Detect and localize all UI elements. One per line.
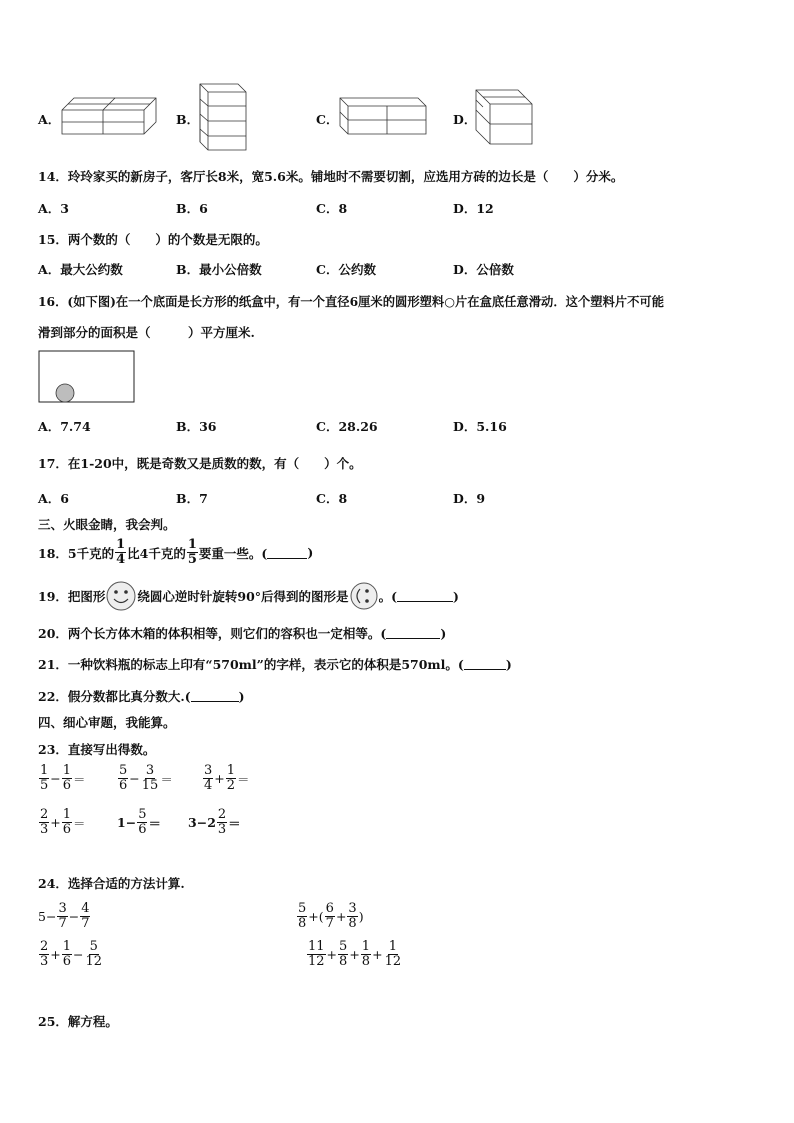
equals: ＝ xyxy=(160,771,173,787)
plus: + xyxy=(308,909,319,924)
q23-expr-3 xyxy=(202,764,250,793)
num: 5 xyxy=(119,763,128,778)
q16-box-figure xyxy=(38,350,136,404)
den: 2 xyxy=(226,778,236,793)
den: 3 xyxy=(40,954,49,969)
rotated-smiley-icon xyxy=(349,581,379,611)
q15-option-a[interactable]: A．最大公约数 xyxy=(38,262,123,277)
q23-expr-4 xyxy=(38,808,86,837)
plus: + xyxy=(50,947,61,962)
section-4-heading: 四、细心审题，我能算。 xyxy=(38,715,176,730)
q24-expr-4 xyxy=(306,940,403,969)
q18-part-c: 要重一些。( xyxy=(198,545,268,561)
left-paren: ( xyxy=(318,909,324,924)
q19-answer-blank[interactable] xyxy=(397,590,453,602)
q13-figure-d xyxy=(474,88,536,146)
minus: − xyxy=(45,909,57,924)
q23-text: 23．直接写出得数。 xyxy=(38,742,156,757)
num: 5 xyxy=(89,939,98,954)
equals: ＝ xyxy=(73,815,86,831)
right-paren: ) xyxy=(358,909,364,924)
num: 1 xyxy=(226,763,236,778)
q15-option-b[interactable]: B．最小公倍数 xyxy=(176,262,262,277)
operand: 1 xyxy=(117,815,126,830)
num: 1 xyxy=(62,939,72,954)
num: 3 xyxy=(348,901,357,916)
den: 8 xyxy=(298,916,307,931)
q16-option-d[interactable]: D．5.16 xyxy=(453,419,507,434)
minus: − xyxy=(68,909,80,924)
operand: 3 xyxy=(188,815,197,830)
q22-part-b: ) xyxy=(238,688,245,704)
q25-text: 25．解方程。 xyxy=(38,1014,118,1029)
q14-option-a[interactable]: A．3 xyxy=(38,201,69,216)
num: 11 xyxy=(308,939,325,954)
den: 6 xyxy=(62,778,72,793)
q13-option-c[interactable]: C． xyxy=(316,112,339,127)
num: 3 xyxy=(58,901,67,916)
q17-option-b[interactable]: B．7 xyxy=(176,491,208,506)
den: 15 xyxy=(141,778,159,793)
q18 xyxy=(38,538,313,567)
q23-expr-2 xyxy=(117,764,173,793)
num: 1 xyxy=(62,763,72,778)
q18-part-a: 18．5千克的 xyxy=(38,545,115,561)
plastic-disc xyxy=(56,384,74,402)
den: 12 xyxy=(308,954,325,969)
den: 7 xyxy=(81,916,90,931)
q22 xyxy=(38,687,245,705)
whole-part: 2 xyxy=(207,815,216,830)
q18-answer-blank[interactable] xyxy=(267,547,307,559)
den: 4 xyxy=(116,552,126,567)
plus: + xyxy=(372,947,383,962)
num: 1 xyxy=(62,807,72,822)
q17-text: 17．在1-20中，既是奇数又是质数的数，有（ ）个。 xyxy=(38,456,362,471)
q13-figure-a xyxy=(60,96,160,138)
q20-part-b: ) xyxy=(440,625,447,641)
q24-expr-1 xyxy=(38,902,91,931)
smiley-face-icon xyxy=(105,580,137,612)
num: 4 xyxy=(81,901,90,916)
q13-option-a[interactable]: A． xyxy=(38,112,61,127)
q15-text: 15．两个数的（ ）的个数是无限的。 xyxy=(38,232,268,247)
num: 6 xyxy=(325,901,334,916)
den: 12 xyxy=(85,954,103,969)
q16-text-line1: 16．(如下图)在一个底面是长方形的纸盒中，有一个直径6厘米的圆形塑料○片在盒底任意滑动．这个塑料片不可能 xyxy=(38,294,664,309)
plus: + xyxy=(50,815,61,830)
num: 5 xyxy=(339,939,348,954)
q16-option-c[interactable]: C．28.26 xyxy=(316,419,378,434)
plus: + xyxy=(349,947,360,962)
den: 8 xyxy=(339,954,348,969)
q17-option-d[interactable]: D．9 xyxy=(453,491,486,506)
q14-text: 14．玲玲家买的新房子，客厅长8米，宽5.6米。铺地时不需要切割，应选用方砖的边长是（ ）分米。 xyxy=(38,169,624,184)
den: 6 xyxy=(62,954,72,969)
q22-answer-blank[interactable] xyxy=(191,690,239,702)
equals: ＝ xyxy=(73,771,86,787)
den: 8 xyxy=(348,916,357,931)
den: 6 xyxy=(138,822,147,837)
q14-option-d[interactable]: D．12 xyxy=(453,201,494,216)
q23-expr-5 xyxy=(117,808,161,837)
operand: 5 xyxy=(38,909,46,924)
minus: − xyxy=(129,771,140,786)
q16-text-line2: 滑到部分的面积是（ ）平方厘米. xyxy=(38,325,255,340)
q18-part-b: 比4千克的 xyxy=(127,545,186,561)
den: 7 xyxy=(325,916,334,931)
plus: + xyxy=(335,909,347,924)
equals: ＝ xyxy=(148,815,161,831)
q22-part-a: 22．假分数都比真分数大.( xyxy=(38,689,191,704)
num: 1 xyxy=(388,939,397,954)
q18-part-d: ) xyxy=(307,545,314,560)
den: 12 xyxy=(384,954,402,969)
q20 xyxy=(38,624,446,642)
q18-fraction-2 xyxy=(187,538,198,567)
num: 5 xyxy=(298,901,307,916)
plus: + xyxy=(326,947,338,962)
q13-option-b[interactable]: B． xyxy=(176,112,200,127)
num: 5 xyxy=(138,807,147,822)
q13-option-d[interactable]: D． xyxy=(453,112,477,127)
q21-answer-blank[interactable] xyxy=(464,658,506,670)
den: 4 xyxy=(204,778,213,793)
q13-figure-b xyxy=(198,82,250,152)
num: 2 xyxy=(40,939,49,954)
minus: − xyxy=(125,815,137,830)
den: 8 xyxy=(361,954,371,969)
q19 xyxy=(38,580,459,612)
q17-option-a[interactable]: A．6 xyxy=(38,491,69,506)
q19-part-b: 绕圆心逆时针旋转90°后得到的图形是 xyxy=(137,589,349,604)
den: 5 xyxy=(40,778,49,793)
num: 1 xyxy=(361,939,371,954)
q24-expr-2 xyxy=(38,940,104,969)
q21-part-b: ) xyxy=(505,656,512,672)
q17-option-c[interactable]: C．8 xyxy=(316,491,348,506)
minus: − xyxy=(50,771,61,786)
q24-expr-3 xyxy=(296,902,364,931)
plus: + xyxy=(214,771,225,786)
q16-option-a[interactable]: A．7.74 xyxy=(38,419,91,434)
den: 3 xyxy=(217,822,227,837)
q15-option-d[interactable]: D．公倍数 xyxy=(453,262,514,277)
num: 3 xyxy=(204,763,213,778)
minus: − xyxy=(196,815,208,830)
den: 6 xyxy=(119,778,128,793)
den: 7 xyxy=(58,916,67,931)
q15-option-c[interactable]: C．公约数 xyxy=(316,262,376,277)
equals: ＝ xyxy=(237,771,250,787)
equals: ＝ xyxy=(228,815,241,831)
num: 1 xyxy=(116,537,126,552)
den: 3 xyxy=(40,822,49,837)
num: 3 xyxy=(145,763,155,778)
den: 6 xyxy=(62,822,72,837)
q19-part-c: 。( xyxy=(378,589,397,604)
q21 xyxy=(38,655,512,673)
q14-option-c[interactable]: C．8 xyxy=(316,201,348,216)
q24-text: 24．选择合适的方法计算. xyxy=(38,876,185,891)
den: 5 xyxy=(187,552,197,567)
num: 2 xyxy=(217,807,227,822)
q16-option-b[interactable]: B．36 xyxy=(176,419,217,434)
q20-part-a: 20．两个长方体木箱的体积相等，则它们的容积也一定相等。( xyxy=(38,626,387,641)
num: 1 xyxy=(40,763,49,778)
minus: − xyxy=(73,947,84,962)
q21-part-a: 21．一种饮料瓶的标志上印有“570ml”的字样，表示它的体积是570ml。( xyxy=(38,657,464,672)
q13-figure-c xyxy=(338,96,430,138)
q19-part-d: ) xyxy=(452,588,459,604)
q20-answer-blank[interactable] xyxy=(386,627,440,639)
q19-part-a: 19．把图形 xyxy=(38,589,106,604)
num: 2 xyxy=(40,807,49,822)
q23-expr-1 xyxy=(38,764,86,793)
num: 1 xyxy=(187,537,197,552)
q18-fraction-1 xyxy=(115,538,126,567)
section-3-heading: 三、火眼金睛，我会判。 xyxy=(38,517,176,532)
q14-option-b[interactable]: B．6 xyxy=(176,201,208,216)
q23-expr-6 xyxy=(188,808,241,837)
